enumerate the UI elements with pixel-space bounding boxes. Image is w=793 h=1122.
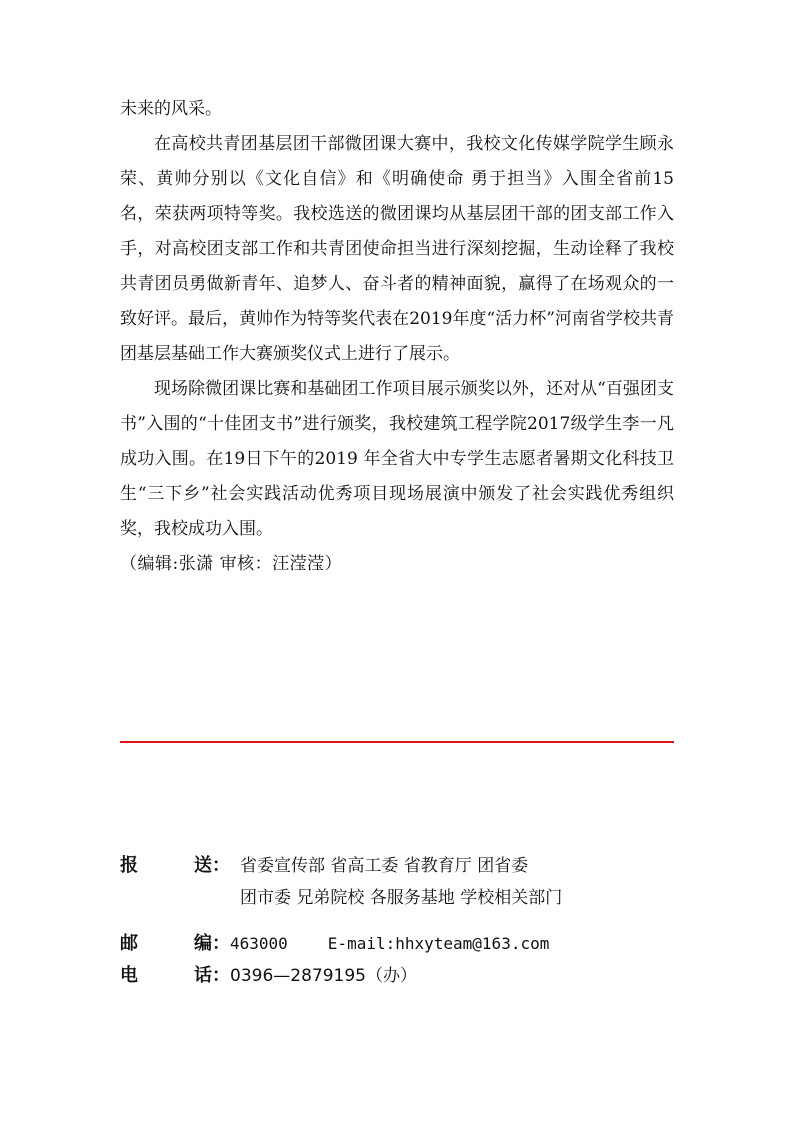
red-divider-line bbox=[120, 741, 674, 743]
phone-label bbox=[120, 960, 230, 992]
postcode-value: 463000 bbox=[230, 934, 288, 953]
editor-credit: （编辑:张潇 审核：汪滢滢） bbox=[120, 554, 343, 574]
send-to-row bbox=[120, 850, 680, 882]
footer-distribution bbox=[120, 850, 680, 992]
send-to-label bbox=[120, 850, 230, 882]
article-body bbox=[120, 92, 674, 582]
postcode-label bbox=[120, 928, 230, 960]
paragraph-micro-course: 在高校共青团基层团干部微团课大赛中，我校文化传媒学院学生顾永荣、黄帅分别以《文化自信》和《明确使命 勇于担当》入围全省前15名，荣获两项特等奖。我校选送的微团课均从基层团干部的团支部工作入手，对高校团支部工作和共青团使命担当进行深刻挖掘，生动诠释了我校共青团员勇做新青年、追梦人、奋斗者的精神面貌，赢得了在场观众的一致好评。最后，黄帅作为特等奖代表在2019年度“活力杯”河南省学校共青团基层基础工作大赛颁奖仪式上进行了展示。 bbox=[120, 134, 674, 364]
send-to-row-2 bbox=[120, 882, 680, 914]
postcode-row bbox=[120, 928, 680, 960]
phone-label-char-1: 电 bbox=[120, 965, 138, 986]
send-to-recipients-line2: 团市委 兄弟院校 各服务基地 学校相关部门 bbox=[240, 888, 563, 908]
send-label-colon: ： bbox=[212, 855, 230, 876]
send-label-char-2: 送 bbox=[194, 855, 212, 876]
post-label-colon: ： bbox=[212, 933, 230, 954]
paragraph-awards: 现场除微团课比赛和基础团工作项目展示颁奖以外，还对从“百强团支书”入围的“十佳团支书”进行颁奖，我校建筑工程学院2017级学生李一凡成功入围。在19日下午的2019 年全省大中专学生志愿者暑期文化科技卫生“三下乡”社会实践活动优秀项目现场展演中颁发了社会实践优秀组织奖，我校成功入围。 bbox=[120, 379, 674, 539]
send-label-char-1: 报 bbox=[120, 855, 138, 876]
phone-value: 0396—2879195（办） bbox=[230, 966, 417, 986]
post-label-char-2: 编 bbox=[194, 933, 212, 954]
paragraph-continuation: 未来的风采。 bbox=[120, 99, 222, 119]
phone-label-colon: ： bbox=[212, 965, 230, 986]
email-value: E-mail:hhxyteam@163.com bbox=[327, 934, 550, 953]
post-label-char-1: 邮 bbox=[120, 933, 138, 954]
phone-label-char-2: 话 bbox=[194, 965, 212, 986]
send-to-recipients-line1: 省委宣传部 省高工委 省教育厅 团省委 bbox=[240, 856, 529, 876]
phone-row bbox=[120, 960, 680, 992]
